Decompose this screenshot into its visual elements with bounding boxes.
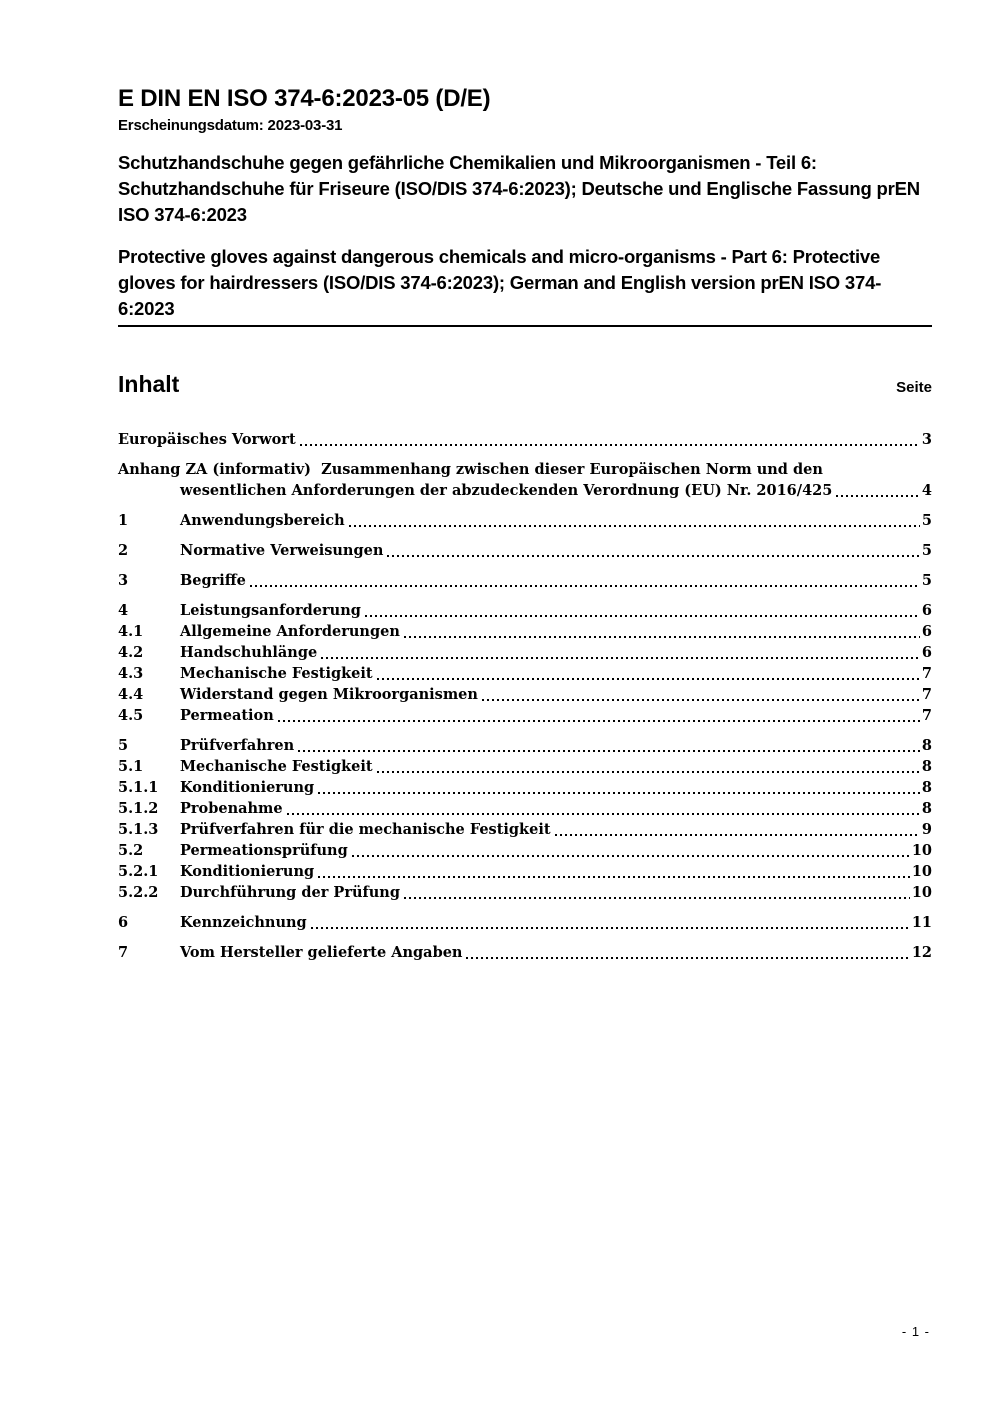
toc-entry-page: 10 bbox=[911, 884, 932, 902]
toc-leader-dots bbox=[365, 615, 920, 617]
document-header bbox=[118, 86, 932, 327]
toc-entry-page: 7 bbox=[921, 665, 932, 683]
toc-leader-dots bbox=[311, 927, 910, 929]
toc-entry-number: 1 bbox=[118, 512, 129, 530]
toc-leader-dots bbox=[250, 585, 920, 587]
toc-entry[interactable] bbox=[118, 882, 932, 903]
toc-entry-number: 5.1.1 bbox=[118, 779, 159, 797]
toc-entry-page: 6 bbox=[921, 623, 932, 641]
toc-entry-page: 8 bbox=[921, 758, 932, 776]
toc-entry-page: 8 bbox=[921, 779, 932, 797]
toc-heading: Inhalt bbox=[118, 371, 180, 398]
toc-entry[interactable] bbox=[118, 912, 932, 933]
toc-entry-page: 11 bbox=[911, 914, 932, 932]
toc-list bbox=[118, 429, 932, 963]
toc-entry-title: Prüfverfahren für die mechanische Festigkeit bbox=[180, 821, 551, 839]
toc-entry-title: Vom Hersteller gelieferte Angaben bbox=[180, 944, 463, 962]
toc-entry[interactable] bbox=[118, 942, 932, 963]
toc-entry-title: Probenahme bbox=[180, 800, 283, 818]
toc-leader-dots bbox=[482, 699, 920, 701]
toc-leader-dots bbox=[318, 792, 920, 794]
toc-entry-number: 4.3 bbox=[118, 665, 144, 683]
toc-entry-page: 3 bbox=[921, 431, 932, 449]
toc-entry[interactable] bbox=[118, 600, 932, 621]
toc-leader-dots bbox=[555, 834, 920, 836]
toc-entry-page: 9 bbox=[921, 821, 932, 839]
toc-entry-title: Permeation bbox=[180, 707, 274, 725]
doc-number: E DIN EN ISO 374-6:2023-05 (D/E) bbox=[118, 85, 491, 112]
toc-entry[interactable] bbox=[118, 735, 932, 756]
toc-leader-dots bbox=[278, 720, 920, 722]
toc-leader-dots bbox=[404, 897, 910, 899]
title-english: Protective gloves against dangerous chemicals and micro-organisms - Part 6: Protective gloves for hairdressers (ISO/DIS 374-6:2023); German and English version prEN ISO 374-6:2023 bbox=[118, 246, 882, 320]
toc-entry-number: 4.4 bbox=[118, 686, 144, 704]
toc-leader-dots bbox=[298, 750, 920, 752]
toc-entry[interactable] bbox=[118, 777, 932, 798]
toc-leader-dots bbox=[466, 957, 909, 959]
toc-entry-number: 5.2 bbox=[118, 842, 144, 860]
toc-leader-dots bbox=[404, 636, 920, 638]
toc-entry[interactable] bbox=[118, 684, 932, 705]
toc-entry-number: 7 bbox=[118, 944, 129, 962]
toc-entry[interactable] bbox=[118, 663, 932, 684]
toc-header bbox=[118, 371, 932, 398]
toc-entry[interactable] bbox=[118, 570, 932, 591]
toc-entry[interactable] bbox=[118, 705, 932, 726]
toc-entry-number: 4.1 bbox=[118, 623, 144, 641]
toc-leader-dots bbox=[387, 555, 920, 557]
toc-entry-number: 4.2 bbox=[118, 644, 144, 662]
toc-entry-number: 5 bbox=[118, 737, 129, 755]
toc-entry-title: Mechanische Festigkeit bbox=[180, 758, 373, 776]
toc-entry-title: Anhang ZA (informativ) Zusammenhang zwischen dieser Europäischen Norm und den bbox=[118, 461, 823, 479]
toc-leader-dots bbox=[300, 444, 920, 446]
toc-entry-title: Konditionierung bbox=[180, 779, 315, 797]
toc-entry-title: Europäisches Vorwort bbox=[118, 431, 296, 449]
toc-entry-page: 7 bbox=[921, 686, 932, 704]
toc-entry-title: Konditionierung bbox=[180, 863, 315, 881]
toc-entry[interactable] bbox=[118, 756, 932, 777]
toc-entry-title: wesentlichen Anforderungen der abzudeckenden Verordnung (EU) Nr. 2016/425 bbox=[180, 482, 833, 500]
toc-leader-dots bbox=[318, 876, 910, 878]
toc-entry-page: 10 bbox=[911, 842, 932, 860]
toc-entry-page: 4 bbox=[921, 482, 932, 500]
toc-leader-dots bbox=[287, 813, 920, 815]
toc-entry-title: Mechanische Festigkeit bbox=[180, 665, 373, 683]
toc-leader-dots bbox=[352, 855, 910, 857]
toc-entry-number: 6 bbox=[118, 914, 129, 932]
page-number-footer: - 1 - bbox=[901, 1324, 930, 1339]
toc-entry-title: Leistungsanforderung bbox=[180, 602, 361, 620]
toc-entry-number: 5.1.2 bbox=[118, 800, 159, 818]
toc-leader-dots bbox=[321, 657, 920, 659]
toc-leader-dots bbox=[377, 678, 920, 680]
toc-entry[interactable] bbox=[118, 840, 932, 861]
toc-entry-page: 8 bbox=[921, 737, 932, 755]
toc-entry-page: 8 bbox=[921, 800, 932, 818]
toc-entry[interactable] bbox=[118, 510, 932, 531]
toc-entry[interactable] bbox=[118, 621, 932, 642]
title-divider bbox=[118, 325, 932, 327]
toc-entry-page: 5 bbox=[921, 512, 932, 530]
toc-entry[interactable] bbox=[118, 798, 932, 819]
toc-entry-number: 2 bbox=[118, 542, 129, 560]
toc-page-label: Seite bbox=[896, 379, 932, 397]
toc-leader-dots bbox=[836, 495, 920, 497]
toc-entry-number: 5.1.3 bbox=[118, 821, 159, 839]
toc-entry-number: 4 bbox=[118, 602, 129, 620]
toc-entry[interactable] bbox=[118, 540, 932, 561]
table-of-contents bbox=[118, 371, 932, 963]
toc-entry-title: Permeationsprüfung bbox=[180, 842, 348, 860]
toc-entry-number: 5.1 bbox=[118, 758, 144, 776]
toc-entry-page: 6 bbox=[921, 644, 932, 662]
toc-entry[interactable] bbox=[118, 429, 932, 450]
toc-entry-page: 6 bbox=[921, 602, 932, 620]
toc-entry[interactable] bbox=[118, 819, 932, 840]
toc-entry-page: 7 bbox=[921, 707, 932, 725]
toc-entry-number: 3 bbox=[118, 572, 129, 590]
toc-entry-title: Prüfverfahren bbox=[180, 737, 295, 755]
toc-entry[interactable] bbox=[118, 459, 932, 480]
toc-entry-title: Allgemeine Anforderungen bbox=[180, 623, 400, 641]
toc-entry-number: 4.5 bbox=[118, 707, 144, 725]
title-german: Schutzhandschuhe gegen gefährliche Chemikalien und Mikroorganismen - Teil 6: Schutzhandschuhe für Friseure (ISO/DIS 374-6:2023); Deutsche und Englische Fassung prEN ISO 374-6:2023 bbox=[118, 152, 920, 226]
toc-entry-page: 5 bbox=[921, 542, 932, 560]
toc-entry-title: Durchführung der Prüfung bbox=[180, 884, 400, 902]
toc-entry-title: Anwendungsbereich bbox=[180, 512, 345, 530]
toc-entry[interactable] bbox=[118, 480, 932, 501]
toc-entry[interactable] bbox=[118, 861, 932, 882]
toc-leader-dots bbox=[349, 525, 920, 527]
toc-entry-title: Normative Verweisungen bbox=[180, 542, 384, 560]
toc-entry-number: 5.2.2 bbox=[118, 884, 159, 902]
toc-entry-page: 5 bbox=[921, 572, 932, 590]
publication-date: Erscheinungsdatum: 2023-03-31 bbox=[118, 117, 343, 135]
toc-entry-title: Widerstand gegen Mikroorganismen bbox=[180, 686, 478, 704]
toc-leader-dots bbox=[377, 771, 920, 773]
toc-entry-title: Begriffe bbox=[180, 572, 246, 590]
toc-entry-title: Handschuhlänge bbox=[180, 644, 318, 662]
toc-entry-number: 5.2.1 bbox=[118, 863, 159, 881]
toc-entry-page: 10 bbox=[911, 863, 932, 881]
toc-entry-page: 12 bbox=[911, 944, 932, 962]
toc-entry[interactable] bbox=[118, 642, 932, 663]
toc-entry-title: Kennzeichnung bbox=[180, 914, 307, 932]
